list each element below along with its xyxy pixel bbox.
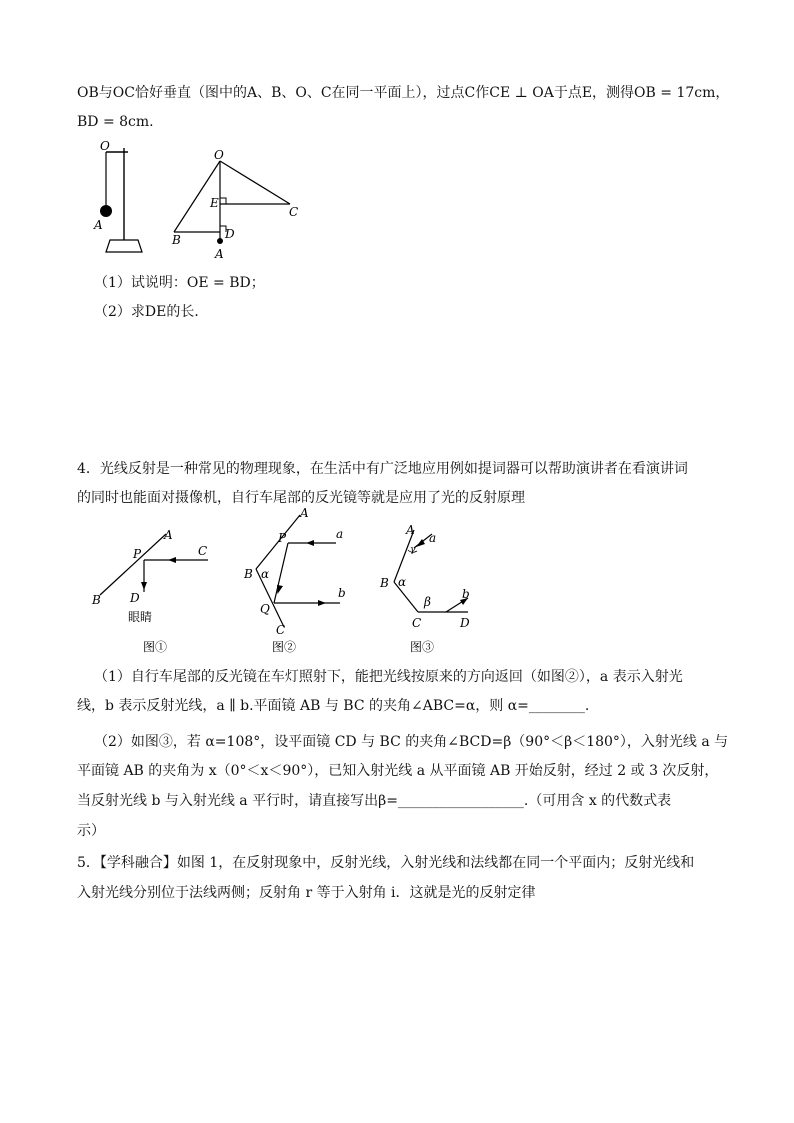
- q3-part2: （2）求DE的长．: [94, 304, 209, 320]
- figure-1: [88, 520, 218, 655]
- fig3-D: D: [460, 616, 470, 630]
- label-A: A: [215, 247, 224, 261]
- fig2-P: P: [278, 531, 287, 545]
- fig1-caption: 图①: [143, 640, 168, 654]
- fig3-gamma: γ: [410, 545, 416, 555]
- fig1-A: A: [164, 528, 173, 542]
- label-O: O: [214, 148, 224, 162]
- fig2-caption: 图②: [272, 640, 297, 654]
- label-O: O: [100, 140, 110, 153]
- pendulum-figure: [88, 140, 158, 265]
- fig3-C: C: [412, 616, 422, 630]
- fig1-D: D: [130, 591, 140, 605]
- label-A: A: [94, 218, 103, 232]
- fig2-B: B: [244, 567, 253, 581]
- q4-part1-line1: （1）自行车尾部的反光镜在车灯照射下，能把光线按原来的方向返回（如图②），a 表示入射光: [94, 669, 683, 685]
- fig2-Q: Q: [260, 602, 270, 616]
- label-D: D: [225, 227, 235, 241]
- fig1-C: C: [198, 544, 208, 558]
- fig3-a: a: [429, 531, 437, 545]
- q3-part1: （1）试说明：OE = BD；: [94, 275, 265, 291]
- fig3-beta: β: [424, 595, 431, 609]
- q5-line2: 入射光线分别位于法线两侧；反射角 r 等于入射角 i．这就是光的反射定律: [77, 885, 536, 901]
- q4-part2-line3: 当反射光线 b 与入射光线 a 平行时，请直接写出β=__________________.（可用含 x 的代数式表: [77, 793, 672, 809]
- fig1-B: B: [92, 593, 101, 607]
- pendulum-base: [106, 240, 142, 252]
- figure-3: [372, 520, 482, 655]
- fig3-A: A: [406, 523, 415, 537]
- q4-part2-line4: 示）: [77, 823, 105, 839]
- fig1-eye: 眼睛: [128, 610, 153, 624]
- fig2-A: A: [300, 506, 309, 520]
- q4-line2: 的同时也能面对摄像机，自行车尾部的反光镜等就是应用了光的反射原理: [77, 490, 525, 506]
- fig3-alpha: α: [398, 575, 407, 589]
- q3-intro-line2: BD = 8cm.: [77, 114, 154, 130]
- fig1-P: P: [133, 547, 142, 561]
- q5-line1: 5．【学科融合】如图 1，在反射现象中，反射光线，入射光线和法线都在同一个平面内；反射光线和: [77, 855, 695, 871]
- fig3-b: b: [462, 587, 470, 601]
- triangle-figure: [168, 145, 313, 263]
- fig3-caption: 图③: [410, 640, 435, 654]
- fig2-alpha: α: [261, 567, 270, 581]
- fig2-C: C: [276, 623, 286, 637]
- q4-part2-line1: （2）如图③，若 α=108°，设平面镜 CD 与 BC 的夹角∠BCD=β（90°＜β＜180°），入射光线 a 与: [94, 734, 729, 750]
- q4-line1: 4．光线反射是一种常见的物理现象，在生活中有广泛地应用例如提词器可以帮助演讲者在看演讲词: [77, 461, 688, 477]
- q4-part1-line2: 线，b 表示反射光线，a ∥ b.平面镜 AB 与 BC 的夹角∠ABC=α，则 α=________.: [77, 698, 590, 714]
- label-B: B: [172, 233, 181, 247]
- fig3-B: B: [380, 576, 389, 590]
- fig2-b: b: [338, 586, 346, 600]
- fig2-a: a: [336, 527, 344, 541]
- q3-intro-line1: OB与OC恰好垂直（图中的A、B、O、C在同一平面上），过点C作CE ⊥ OA于点E，测得OB = 17cm，: [77, 85, 730, 101]
- label-E: E: [210, 196, 219, 210]
- figure-2: [232, 505, 362, 655]
- q4-part2-line2: 平面镜 AB 的夹角为 x（0°＜x＜90°），已知入射光线 a 从平面镜 AB 开始反射，经过 2 或 3 次反射，: [77, 763, 719, 779]
- label-C: C: [289, 205, 299, 219]
- pendulum-ball: [100, 205, 112, 217]
